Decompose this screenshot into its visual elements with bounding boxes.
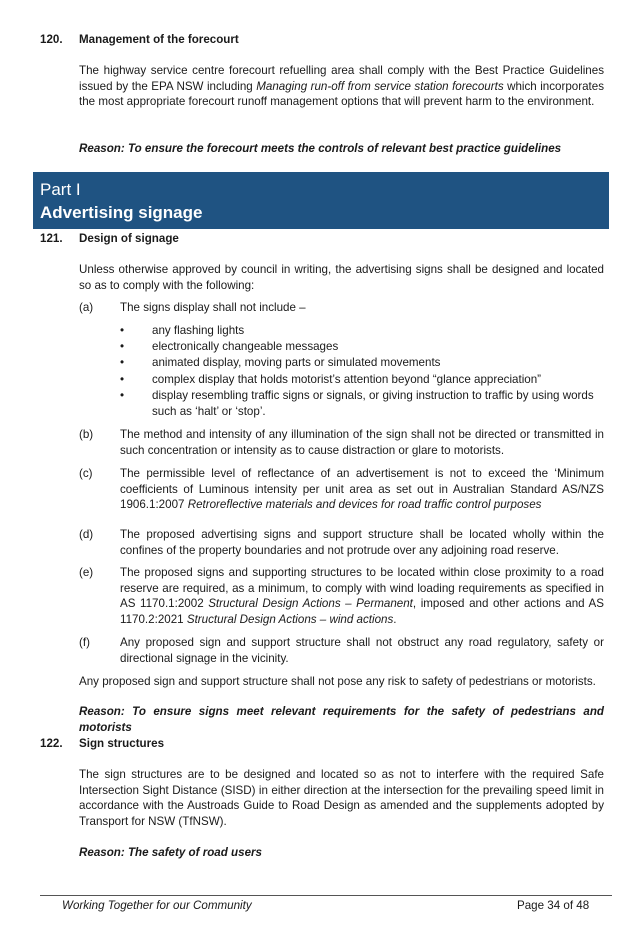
sub-item-text: The proposed advertising signs and support structure shall be located wholly within the confines of the property boundaries and not protrude over any adjoining road reserve. [120, 528, 604, 557]
list-item: • complex display that holds motorist’s attention beyond “glance appreciation” [120, 372, 604, 388]
sub-item-c [79, 466, 604, 513]
clause-number: 121. [40, 232, 63, 245]
sub-item-d [79, 527, 604, 558]
sub-item-e [79, 565, 604, 627]
list-item: • animated display, moving parts or simulated movements [120, 355, 604, 371]
sub-item-text: The method and intensity of any illumination of the sign shall not be directed or transmitted in such concentration or intensity as to cause distraction or glare to motorists. [120, 428, 604, 457]
clause-121-reason: Reason: To ensure signs meet relevant requirements for the safety of pedestrians and motorists [79, 705, 604, 734]
clause-120-heading [40, 33, 239, 46]
clause-122-body: The sign structures are to be designed and located so as not to interfere with the required Safe Intersection Sight Distance (SISD) in either direction at the intersection for the prevailing speed limit in accordance with the Austroads Guide to Road Design as amended and the supplements adopted by Transport for NSW (TfNSW). [79, 768, 604, 828]
sub-item-text: The signs display shall not include – [120, 301, 306, 314]
clause-121-heading [40, 232, 179, 245]
standard-title: Structural Design Actions – Permanent [208, 597, 413, 611]
sub-item-text: The proposed signs and supporting structures to be located within close proximity to a road reserve are required, as a minimum, to comply with wind loading requirements as specified in AS 1170.1:2002 Structural Design Actions – Permanent, imposed and other actions and AS 1170.2:2021 Structural Design Actions – wind actions. [120, 566, 604, 626]
clause-120-body [79, 63, 604, 110]
list-item: • electronically changeable messages [120, 339, 604, 355]
sub-item-text: The permissible level of reflectance of an advertisement is not to exceed the ‘Minimum coefficients of Luminous intensity per unit area as set out in Australian Standard AS/NZS 1906.1:2007 Retroreflective materials and devices for road traffic control purposes [120, 467, 604, 512]
part-banner [33, 172, 609, 229]
list-item: • any flashing lights [120, 323, 604, 339]
clause-122-heading [40, 737, 164, 750]
bullet-list [120, 323, 604, 420]
clause-121-closing: Any proposed sign and support structure shall not pose any risk to safety of pedestrians or motorists. [79, 675, 596, 688]
clause-number: 120. [40, 33, 63, 46]
clause-title: Management of the forecourt [79, 33, 239, 46]
sub-item-text: Any proposed sign and support structure shall not obstruct any road regulatory, safety or directional signage in the vicinity. [120, 636, 604, 665]
page-number: Page 34 of 48 [517, 899, 590, 912]
sub-item-b [79, 427, 604, 458]
part-title: Advertising signage [40, 203, 203, 222]
bullet-icon: • [120, 356, 125, 370]
body-text: The highway service centre forecourt refuelling area shall comply with the Best Practice Guidelines issued by the EPA NSW including [79, 64, 604, 93]
guideline-title: Managing run-off from service station forecourts [256, 79, 504, 93]
clause-number: 122. [40, 737, 63, 750]
sub-item-label: (d) [79, 528, 94, 541]
standard-title: Structural Design Actions – wind actions [186, 612, 394, 626]
clause-122-reason: Reason: The safety of road users [79, 846, 262, 859]
list-item: • display resembling traffic signs or signals, or giving instruction to traffic by using words such as ‘halt’ or ‘stop’. [120, 388, 594, 419]
clause-title: Design of signage [79, 232, 179, 245]
sub-item-label: (c) [79, 467, 93, 480]
sub-item-label: (e) [79, 566, 94, 579]
sub-item-label: (a) [79, 301, 94, 314]
bullet-icon: • [120, 372, 125, 386]
sub-item-label: (b) [79, 428, 94, 441]
part-label: Part I [40, 180, 81, 199]
sub-item-f [79, 635, 604, 666]
clause-title: Sign structures [79, 737, 165, 750]
sub-item-a [79, 300, 604, 316]
footer-tagline: Working Together for our Community [62, 899, 252, 912]
sub-item-label: (f) [79, 636, 90, 649]
clause-121-intro: Unless otherwise approved by council in writing, the advertising signs shall be designed and located so as to comply with the following: [79, 263, 604, 292]
body-text: which incorporates the most appropriate forecourt runoff management options that will prevent harm to the environment. [79, 79, 605, 109]
standard-title: Retroreflective materials and devices for road traffic control purposes [187, 498, 542, 512]
footer-divider [40, 895, 612, 896]
bullet-icon: • [120, 388, 125, 402]
bullet-icon: • [120, 340, 125, 354]
bullet-icon: • [120, 324, 125, 337]
clause-120-reason: Reason: To ensure the forecourt meets the controls of relevant best practice guidelines [79, 142, 562, 155]
